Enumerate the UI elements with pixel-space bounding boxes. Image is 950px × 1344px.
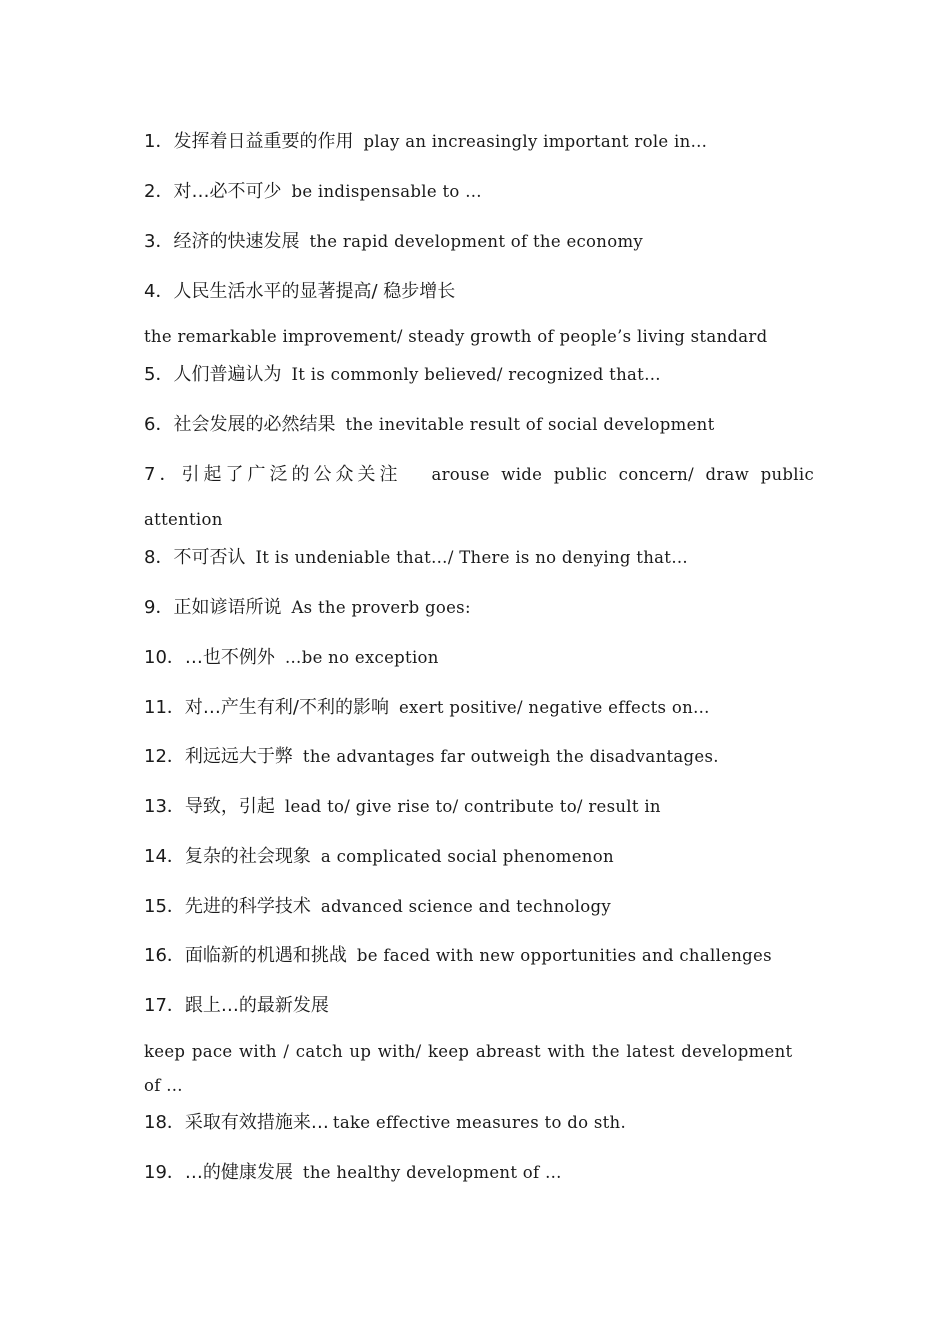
phrase-english: keep pace with / catch up with/ keep abreast with the latest development xyxy=(144,1042,793,1061)
phrase-item-11 xyxy=(144,696,814,720)
phrase-english: take effective measures to do sth. xyxy=(332,1113,627,1132)
phrase-item-4-english xyxy=(144,325,814,349)
phrase-english: As the proverb goes: xyxy=(291,598,471,617)
phrase-chinese: 18．采取有效措施来… xyxy=(144,1112,329,1133)
phrase-item-10 xyxy=(144,646,814,670)
phrase-item-7 xyxy=(144,463,814,487)
phrase-chinese: 5．人们普遍认为 xyxy=(144,364,282,385)
phrase-item-5 xyxy=(144,363,814,387)
phrase-english: advanced science and technology xyxy=(320,897,612,916)
phrase-english: be faced with new opportunities and challenges xyxy=(356,946,772,965)
phrase-item-4 xyxy=(144,280,814,304)
phrase-item-8 xyxy=(144,546,814,570)
phrase-item-14 xyxy=(144,845,814,869)
phrase-english: the advantages far outweigh the disadvantages. xyxy=(302,747,719,766)
phrase-chinese: 14．复杂的社会现象 xyxy=(144,846,311,867)
phrase-chinese: 10．…也不例外 xyxy=(144,647,275,668)
phrase-english: It is commonly believed/ recognized that… xyxy=(291,365,661,384)
phrase-item-12 xyxy=(144,745,814,769)
phrase-english: play an increasingly important role in… xyxy=(363,132,708,151)
phrase-item-6 xyxy=(144,413,814,437)
phrase-item-15 xyxy=(144,895,814,919)
phrase-item-9 xyxy=(144,596,814,620)
phrase-item-16 xyxy=(144,944,814,968)
phrase-chinese: 1．发挥着日益重要的作用 xyxy=(144,131,354,152)
phrase-english: arouse wide public concern/ draw public xyxy=(431,465,814,484)
phrase-chinese: 4．人民生活水平的显著提高/ 稳步增长 xyxy=(144,281,456,302)
phrase-english: be indispensable to … xyxy=(291,182,482,201)
phrase-english: a complicated social phenomenon xyxy=(320,847,614,866)
phrase-english: It is undeniable that…/ There is no denying that… xyxy=(255,548,689,567)
phrase-item-3 xyxy=(144,230,814,254)
phrase-chinese: 9．正如谚语所说 xyxy=(144,597,282,618)
phrase-chinese: 6．社会发展的必然结果 xyxy=(144,414,336,435)
phrase-chinese: 17．跟上…的最新发展 xyxy=(144,995,329,1016)
phrase-english: the rapid development of the economy xyxy=(309,232,644,251)
phrase-english: …be no exception xyxy=(284,648,439,667)
phrase-english: exert positive/ negative effects on… xyxy=(398,698,710,717)
phrase-item-7-continued xyxy=(144,508,814,532)
phrase-chinese: 3．经济的快速发展 xyxy=(144,231,300,252)
phrase-english: lead to/ give rise to/ contribute to/ result in xyxy=(284,797,661,816)
phrase-item-13 xyxy=(144,795,814,819)
phrase-chinese: 12．利远远大于弊 xyxy=(144,746,293,767)
phrase-item-17-english xyxy=(144,1040,814,1064)
phrase-english: the inevitable result of social development xyxy=(345,415,715,434)
phrase-item-18 xyxy=(144,1111,814,1135)
phrase-chinese: 19．…的健康发展 xyxy=(144,1162,293,1183)
phrase-item-2 xyxy=(144,180,814,204)
phrase-item-19 xyxy=(144,1161,814,1185)
phrase-english: the remarkable improvement/ steady growth of people’s living standard xyxy=(144,327,768,346)
phrase-item-17-continued xyxy=(144,1074,814,1098)
phrase-english-continued: attention xyxy=(144,510,223,529)
phrase-english: the healthy development of … xyxy=(302,1163,562,1182)
phrase-chinese: 13．导致，引起 xyxy=(144,796,275,817)
phrase-chinese: 15．先进的科学技术 xyxy=(144,896,311,917)
phrase-chinese: 7．引起了广泛的公众关注 xyxy=(144,464,402,485)
phrase-chinese: 8．不可否认 xyxy=(144,547,246,568)
phrase-chinese: 2．对…必不可少 xyxy=(144,181,282,202)
phrase-item-17 xyxy=(144,994,814,1018)
phrase-chinese: 11．对…产生有利/不利的影响 xyxy=(144,697,389,718)
phrase-chinese: 16．面临新的机遇和挑战 xyxy=(144,945,347,966)
phrase-english-continued: of … xyxy=(144,1076,183,1095)
phrase-item-1 xyxy=(144,130,814,154)
